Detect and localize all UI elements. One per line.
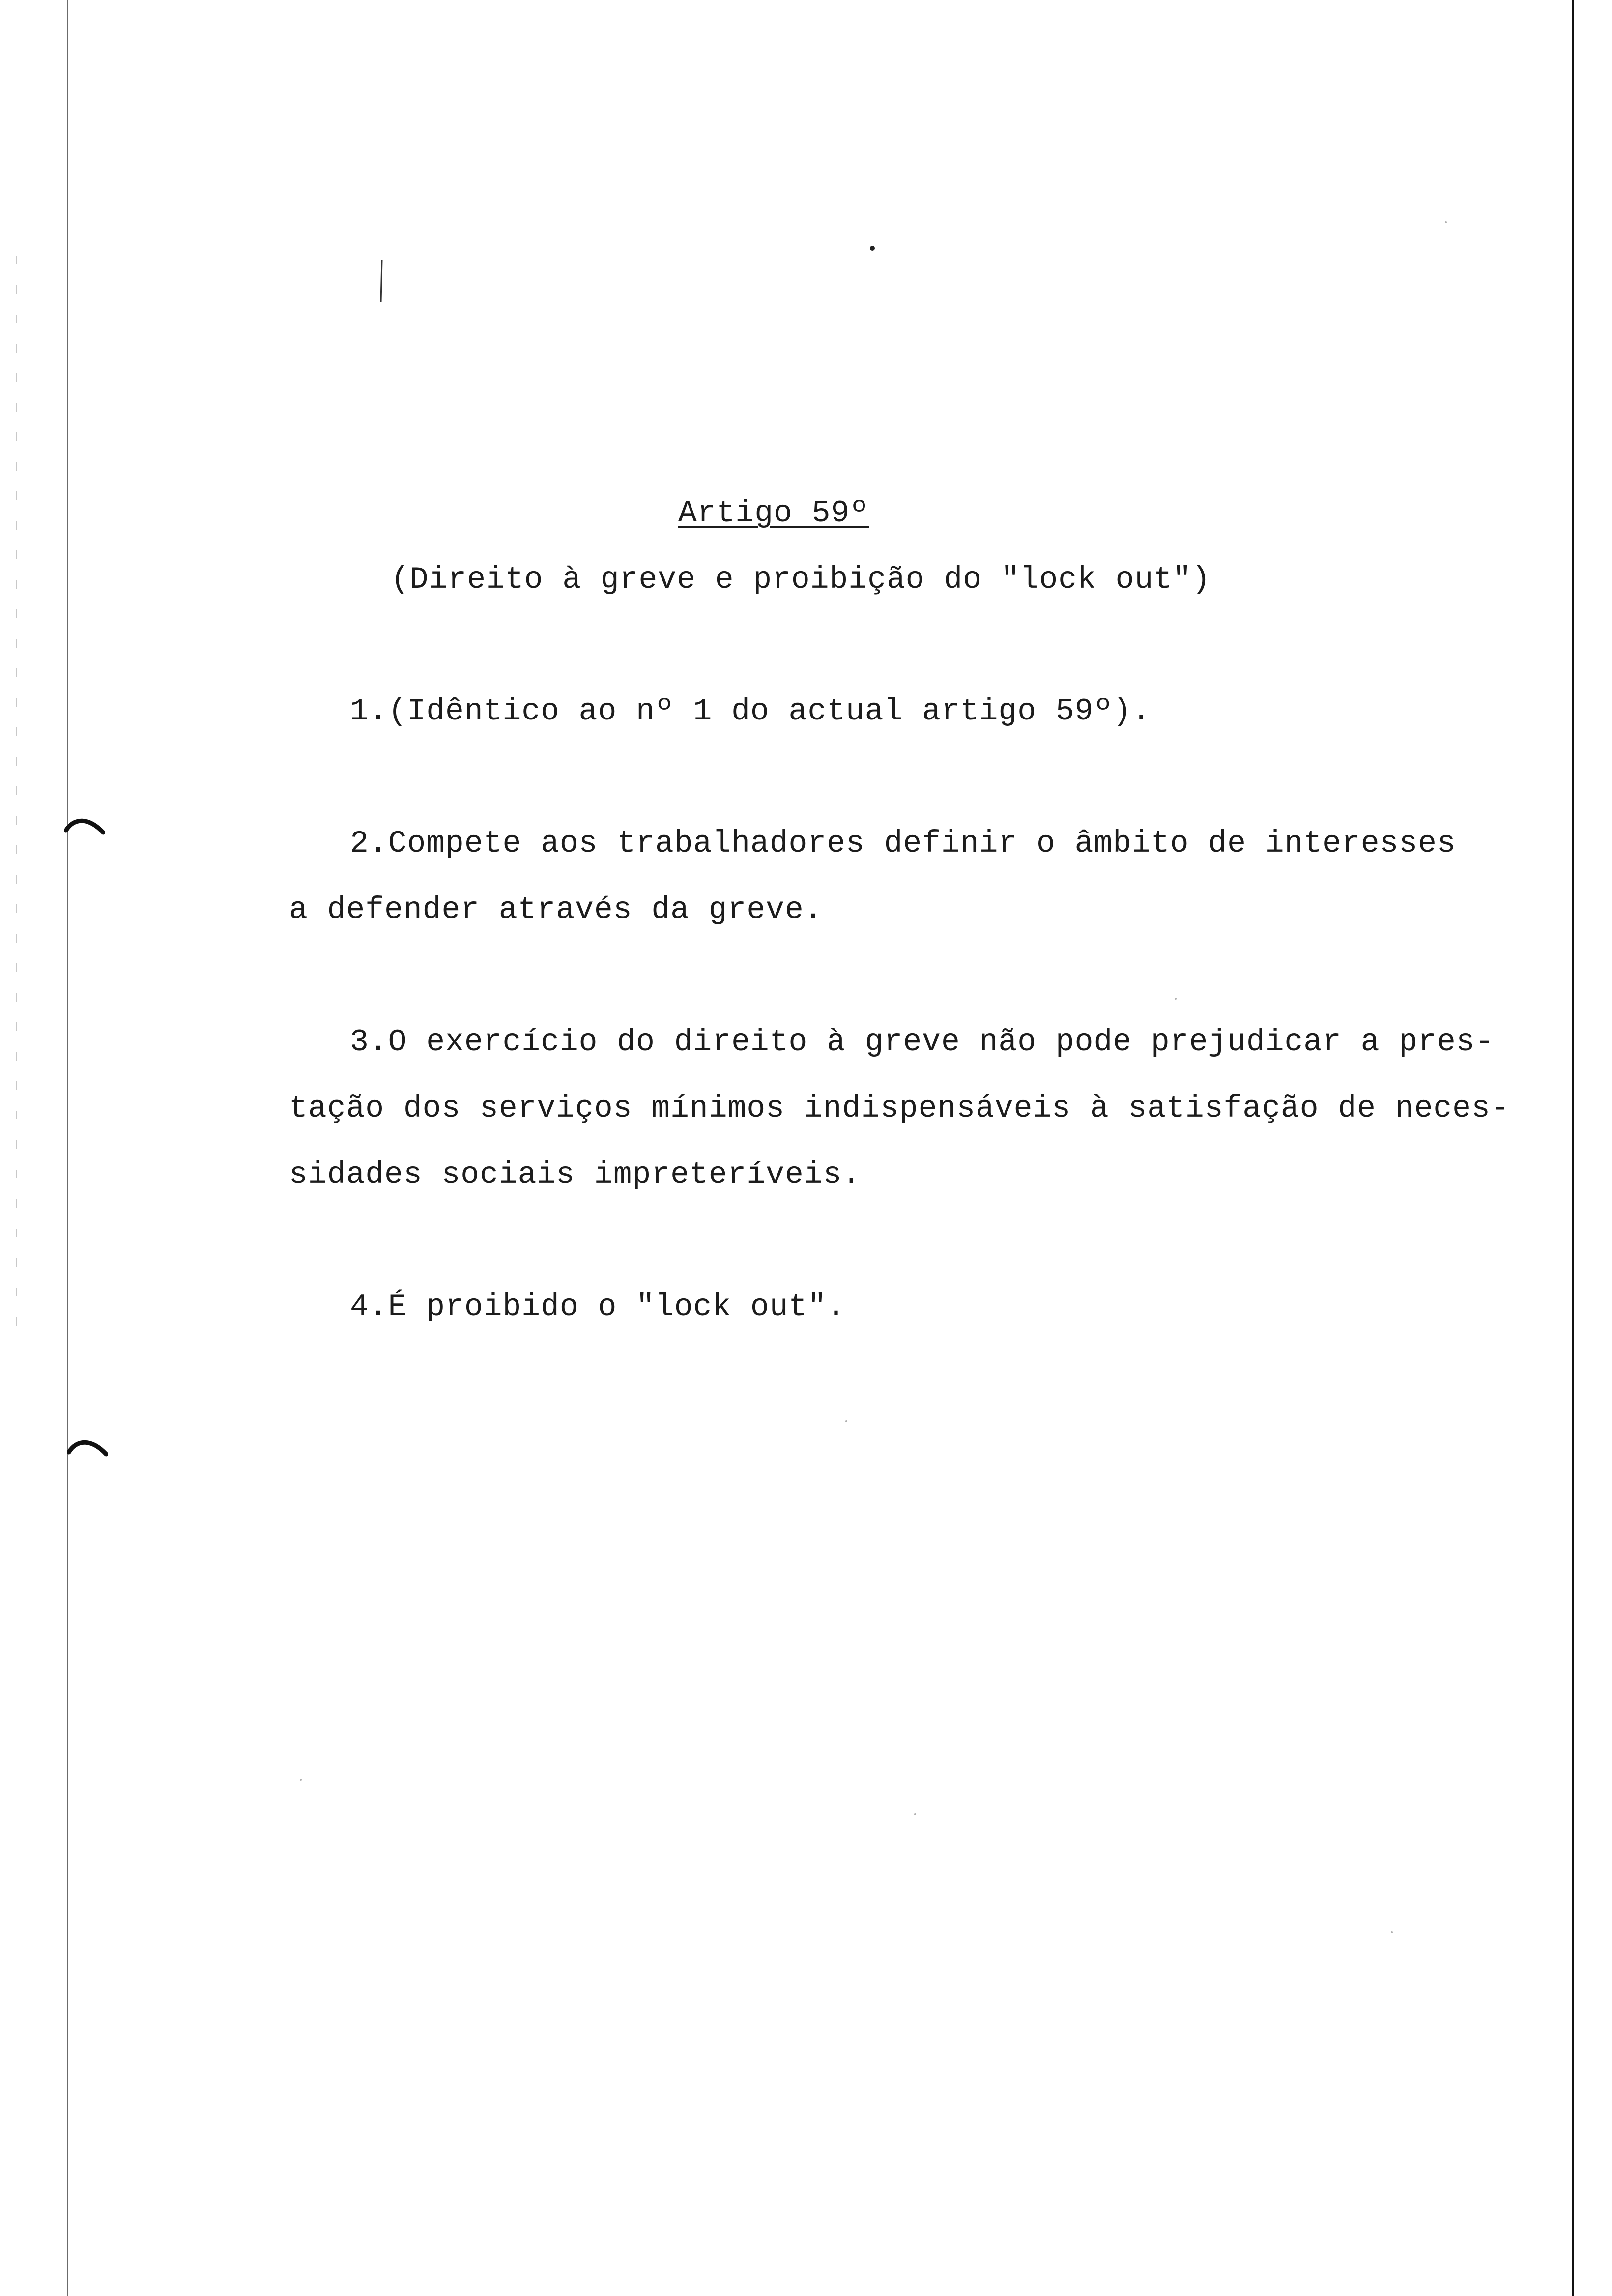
paragraph-4-line-1: 4.É proibido o "lock out". <box>350 1290 846 1324</box>
paragraph-3-line-1: 3.O exercício do direito à greve não pode prejudicar a pres- <box>350 1025 1495 1060</box>
binding-clip-mark-lower <box>67 1437 108 1457</box>
right-page-edge <box>1572 0 1574 2296</box>
paper-speck <box>300 1779 302 1781</box>
paragraph-3-line-3: sidades sociais impreteríveis. <box>289 1157 862 1192</box>
paragraph-2-line-2: a defender através da greve. <box>289 892 823 927</box>
pen-stroke-mark <box>380 260 383 302</box>
paper-speck <box>845 1420 847 1422</box>
ink-dot <box>870 246 875 251</box>
paragraph-1-line-1: 1.(Idêntico ao nº 1 do actual artigo 59º). <box>350 694 1151 729</box>
article-heading: Artigo 59º <box>678 496 869 531</box>
paragraph-3-line-2: tação dos serviços mínimos indispensáveis à satisfação de neces- <box>289 1091 1510 1126</box>
paragraph-2-line-1: 2.Compete aos trabalhadores definir o âmbito de interesses <box>350 826 1456 861</box>
paper-speck <box>1175 998 1177 1000</box>
binding-clip-mark-upper <box>64 816 105 835</box>
paper-speck <box>1391 1931 1393 1933</box>
paper-speck <box>914 1813 916 1815</box>
left-binding-line <box>67 0 68 2296</box>
left-punch-trace <box>16 256 17 1337</box>
paper-speck <box>1445 221 1447 223</box>
article-subheading: (Direito à greve e proibição do "lock out") <box>391 562 1211 597</box>
